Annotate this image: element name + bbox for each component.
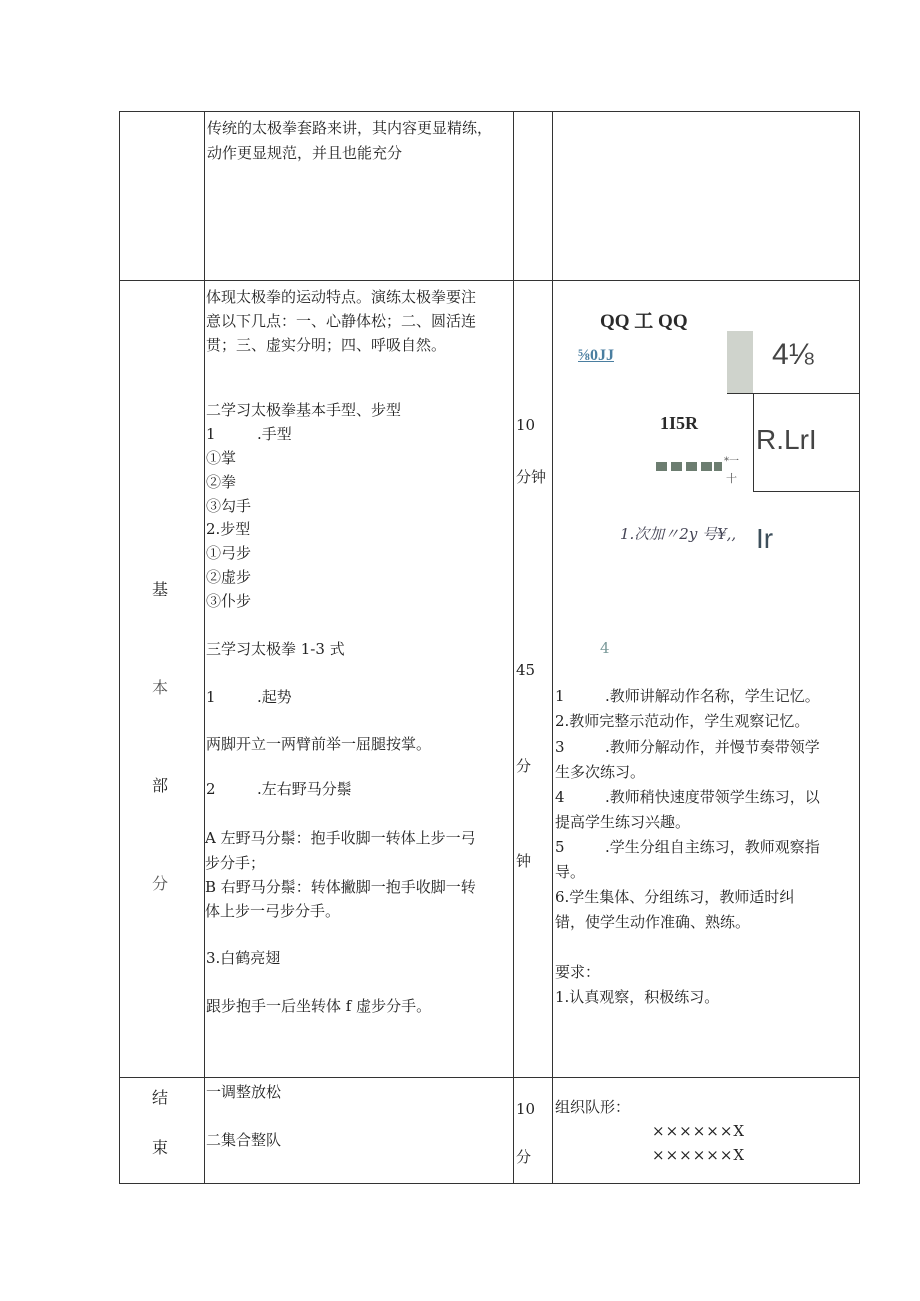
step-type-label: 2.步型 xyxy=(206,520,251,538)
form2b-line-2: 体上步一弓步分手。 xyxy=(205,902,341,920)
row-divider-1 xyxy=(119,280,859,281)
figure-divider-h xyxy=(727,393,859,394)
requirement-title: 要求： xyxy=(555,963,601,981)
method-1-num: 1 xyxy=(555,687,565,705)
hand-item-palm: ①掌 xyxy=(206,449,237,467)
intro-line-2: 意以下几点：一、心静体松；二、圆活连 xyxy=(206,312,477,330)
figure-divider-v xyxy=(753,393,754,492)
form1-num: 1 xyxy=(206,688,216,706)
section-char-ji: 基 xyxy=(152,580,169,599)
heading-forms: 三学习太极拳 1-3 式 xyxy=(206,640,345,658)
figure-square-4 xyxy=(701,462,712,471)
form2b-line-1: B 右野马分鬃：转体撇脚一抱手收脚一转 xyxy=(205,878,476,896)
method-5-num: 5 xyxy=(555,838,565,856)
figure-small-a: *一 xyxy=(724,456,739,467)
row-divider-2 xyxy=(119,1077,859,1078)
method-4-num: 4 xyxy=(555,788,565,806)
section-char-shu: 束 xyxy=(152,1138,169,1157)
figure-four: 4 xyxy=(600,639,610,657)
form3-title: 3.白鹤亮翅 xyxy=(206,949,281,967)
method-4-text: .教师稍快速度带领学生练习，以 xyxy=(605,788,820,806)
figure-link-label: ⅝0JJ xyxy=(578,347,614,364)
formation-label: 组织队形： xyxy=(555,1098,631,1116)
figure-qq-label: QQ 工 QQ xyxy=(600,311,688,332)
method-2-text: 2.教师完整示范动作，学生观察记忆。 xyxy=(555,712,810,730)
figure-right-label: R.LrI xyxy=(756,424,817,455)
form2-num: 2 xyxy=(206,780,216,798)
form3-desc: 跟步抱手一后坐转体 f 虚步分手。 xyxy=(206,997,432,1015)
time-45-unit-fen: 分 xyxy=(516,757,532,775)
form1-desc: 两脚开立一两臂前举一屈腿按掌。 xyxy=(206,735,432,753)
method-5-text: .学生分组自主练习，教师观察指 xyxy=(605,838,820,856)
time-10-num: 10 xyxy=(516,416,536,434)
end-item-assemble: 二集合整队 xyxy=(206,1131,282,1149)
end-time-unit: 分 xyxy=(516,1148,532,1166)
col-divider-3 xyxy=(552,111,553,1183)
figure-mid-label: 1I5R xyxy=(660,413,699,433)
method-3-num: 3 xyxy=(555,738,565,756)
method-4-cont: 提高学生练习兴趣。 xyxy=(555,813,691,831)
figure-square-2 xyxy=(671,462,682,471)
end-time-num: 10 xyxy=(516,1100,536,1118)
formation-row-1: ××××××X xyxy=(652,1122,746,1140)
method-6-text: 6.学生集体、分组练习，教师适时纠 xyxy=(555,888,795,906)
form2a-line-1: A 左野马分鬃：抱手收脚一转体上步一弓 xyxy=(205,829,476,847)
step-item-crouch: ③仆步 xyxy=(206,592,252,610)
hand-item-fist: ②拳 xyxy=(206,473,237,491)
hand-type-label: .手型 xyxy=(257,425,292,443)
intro-line-3: 贯；三、虚实分明；四、呼吸自然。 xyxy=(206,336,447,354)
method-3-text: .教师分解动作，并慢节奏带领学 xyxy=(605,738,820,756)
section-char-jie: 结 xyxy=(152,1088,169,1107)
hand-type-num: 1 xyxy=(206,425,216,443)
method-6-cont: 错，使学生动作准确、熟练。 xyxy=(555,913,751,931)
figure-caption-big: Ir xyxy=(756,523,774,554)
form2-title: .左右野马分鬃 xyxy=(257,780,352,798)
figure-square-3 xyxy=(686,462,697,471)
section-char-fen: 分 xyxy=(152,874,169,893)
end-item-relax: 一调整放松 xyxy=(206,1083,282,1101)
figure-square-1 xyxy=(656,462,667,471)
section-char-ben: 本 xyxy=(152,678,169,697)
method-3-cont: 生多次练习。 xyxy=(555,763,646,781)
form1-title: .起势 xyxy=(257,688,292,706)
figure-gray-block xyxy=(727,331,753,393)
col-divider-2 xyxy=(513,111,514,1183)
time-10-unit: 分钟 xyxy=(516,468,547,486)
method-1-text: .教师讲解动作名称，学生记忆。 xyxy=(605,687,820,705)
time-45-unit-zhong: 钟 xyxy=(516,852,532,870)
hand-item-hook: ③勾手 xyxy=(206,497,252,515)
row1-line-1: 传统的太极拳套路来讲，其内容更显精练， xyxy=(207,119,493,137)
formation-row-2: ××××××X xyxy=(652,1146,746,1164)
requirement-1: 1.认真观察，积极练习。 xyxy=(555,988,720,1006)
figure-square-5 xyxy=(714,462,722,471)
section-char-bu: 部 xyxy=(152,776,169,795)
step-item-bow: ①弓步 xyxy=(206,544,252,562)
time-45-num: 45 xyxy=(516,661,536,679)
col-divider-1 xyxy=(204,111,205,1183)
figure-small-b: 十 xyxy=(726,472,737,485)
figure-big-fraction: 4⅛ xyxy=(772,338,814,371)
figure-caption: 1.次加〃2y 号¥,, xyxy=(620,525,737,543)
form2a-line-2: 步分手； xyxy=(205,854,266,872)
row1-line-2: 动作更显规范，并且也能充分 xyxy=(207,144,403,162)
figure-divider-h2 xyxy=(753,491,859,492)
heading-hand-step: 二学习太极拳基本手型、步型 xyxy=(206,401,402,419)
method-5-cont: 导。 xyxy=(555,863,586,881)
intro-line-1: 体现太极拳的运动特点。演练太极拳要注 xyxy=(206,288,477,306)
step-item-empty: ②虚步 xyxy=(206,568,252,586)
